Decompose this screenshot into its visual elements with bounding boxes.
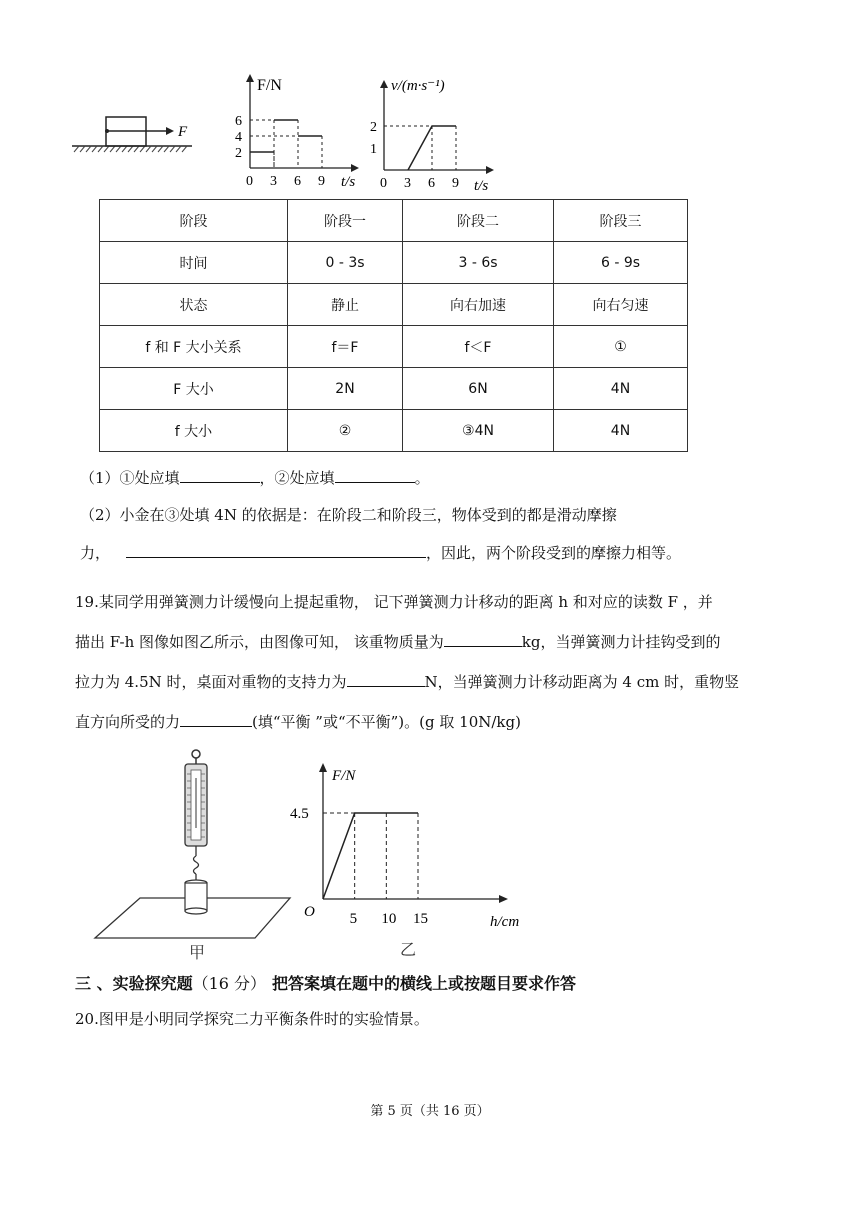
table-header-cell: 阶段 (100, 200, 288, 242)
table-cell: 时间 (100, 242, 288, 284)
fh-x-tick: 5 (349, 911, 358, 927)
q18-part2-line2 (80, 543, 681, 563)
fh-x-tick: 15 (413, 911, 428, 927)
section3-points: （16 分） (192, 974, 267, 993)
table-cell: 6 - 9s (554, 242, 688, 284)
table-cell: f＜F (403, 326, 554, 368)
answer-blank-6[interactable] (180, 712, 252, 727)
answer-blank-4[interactable] (444, 632, 522, 647)
vt-y-title: v/(m·s⁻¹) (391, 78, 445, 94)
table-row (100, 242, 688, 284)
ft-x-tick: 3 (270, 174, 277, 189)
fh-graph (280, 752, 540, 962)
q19-line3-b: N，当弹簧测力计移动距离为 4 cm 时，重物竖 (424, 673, 740, 691)
q18-part1 (80, 468, 430, 488)
table-cell: 4N (554, 368, 688, 410)
fh-y-title: F/N (332, 768, 356, 784)
table-cell: f＝F (288, 326, 403, 368)
table-cell: f 大小 (100, 410, 288, 452)
answer-blank-2[interactable] (335, 468, 415, 483)
q19-line2-a: 描出 F-h 图像如图乙所示，由图像可知， 该重物质量为 (75, 633, 444, 651)
section3-heading-line (75, 974, 576, 994)
vt-graph (358, 68, 508, 193)
section3-instruction: 把答案填在题中的横线上或按题目要求作答 (272, 974, 577, 993)
ft-y-tick: 2 (235, 146, 242, 161)
table-cell: 0 - 3s (288, 242, 403, 284)
q19-line3 (75, 672, 739, 692)
table-cell: ② (288, 410, 403, 452)
table-row (100, 410, 688, 452)
table-cell: ① (554, 326, 688, 368)
table-cell: 4N (554, 410, 688, 452)
table-cell: 状态 (100, 284, 288, 326)
q18-part2-a: 力， (80, 544, 111, 562)
fh-origin-label: O (304, 904, 315, 920)
q19-line2 (75, 632, 720, 652)
table-row (100, 200, 688, 242)
table-cell: 向右匀速 (554, 284, 688, 326)
vt-x-title: t/s (474, 178, 489, 193)
force-label: F (178, 124, 188, 140)
vt-x-tick: 6 (428, 176, 435, 191)
fh-y-tick: 4.5 (290, 806, 309, 822)
table-cell: F 大小 (100, 368, 288, 410)
vt-x-tick: 9 (452, 176, 459, 191)
ft-x-tick: 0 (246, 174, 253, 189)
q18-part1-b: ，②处应填 (259, 469, 335, 487)
ft-x-tick: 9 (318, 174, 325, 189)
table-cell: 2N (288, 368, 403, 410)
q20-text: 20.图甲是小明同学探究二力平衡条件时的实验情景。 (75, 1010, 429, 1028)
caption-jia: 甲 (189, 945, 206, 962)
page-footer: 第 5 页（共 16 页） (370, 1104, 490, 1119)
q19-line2-b: kg，当弹簧测力计挂钩受到的 (521, 633, 721, 651)
q19-line1: 19.某同学用弹簧测力计缓慢向上提起重物， 记下弹簧测力计移动的距离 h 和对应的读数 F ，并 (75, 593, 713, 611)
table-header-cell: 阶段二 (403, 200, 554, 242)
weight-cylinder (185, 883, 207, 911)
table-cell: f 和 F 大小关系 (100, 326, 288, 368)
q19-line4-a: 直方向所受的力 (75, 713, 181, 731)
table-cell: 3 - 6s (403, 242, 554, 284)
q18-part2-b: ，因此，两个阶段受到的摩擦力相等。 (426, 544, 682, 562)
caption-yi: 乙 (400, 942, 417, 959)
vt-x-tick: 0 (380, 176, 387, 191)
q19-line4-b: (填“平衡 ”或“不平衡”)。(g 取 10N/kg) (252, 713, 521, 731)
vt-y-tick: 2 (370, 120, 377, 135)
q18-part1-c: 。 (414, 469, 430, 487)
ft-y-tick: 6 (235, 114, 242, 129)
ft-y-title: F/N (257, 77, 282, 94)
stage-table (99, 199, 688, 452)
q19-line4 (75, 712, 521, 732)
answer-blank-3[interactable] (126, 543, 426, 558)
answer-blank-1[interactable] (180, 468, 260, 483)
table-row (100, 368, 688, 410)
table-cell: 静止 (288, 284, 403, 326)
table-row (100, 284, 688, 326)
ft-x-tick: 6 (294, 174, 301, 189)
vt-y-tick: 1 (370, 142, 377, 157)
ft-x-title: t/s (341, 174, 356, 190)
table-header-cell: 阶段三 (554, 200, 688, 242)
fh-x-title: h/cm (490, 914, 520, 930)
spring-scale-figure (85, 748, 295, 963)
table-row (100, 326, 688, 368)
fh-x-tick: 10 (381, 911, 397, 927)
ft-graph (225, 68, 365, 193)
ft-y-tick: 4 (235, 130, 242, 145)
vt-x-tick: 3 (404, 176, 411, 191)
table-header-cell: 阶段一 (288, 200, 403, 242)
q18-part2-line1: （2）小金在③处填 4N 的依据是：在阶段二和阶段三，物体受到的都是滑动摩擦 (80, 506, 617, 524)
fh-line (323, 813, 418, 899)
section3-heading: 三 、实验探究题 (75, 974, 193, 993)
answer-blank-5[interactable] (347, 672, 425, 687)
table-cell: 向右加速 (403, 284, 554, 326)
table-cell: ③4N (403, 410, 554, 452)
block-on-surface-figure (70, 105, 200, 155)
q19-line3-a: 拉力为 4.5N 时，桌面对重物的支持力为 (75, 673, 347, 691)
q18-part1-a: （1）①处应填 (80, 469, 180, 487)
table-cell: 6N (403, 368, 554, 410)
